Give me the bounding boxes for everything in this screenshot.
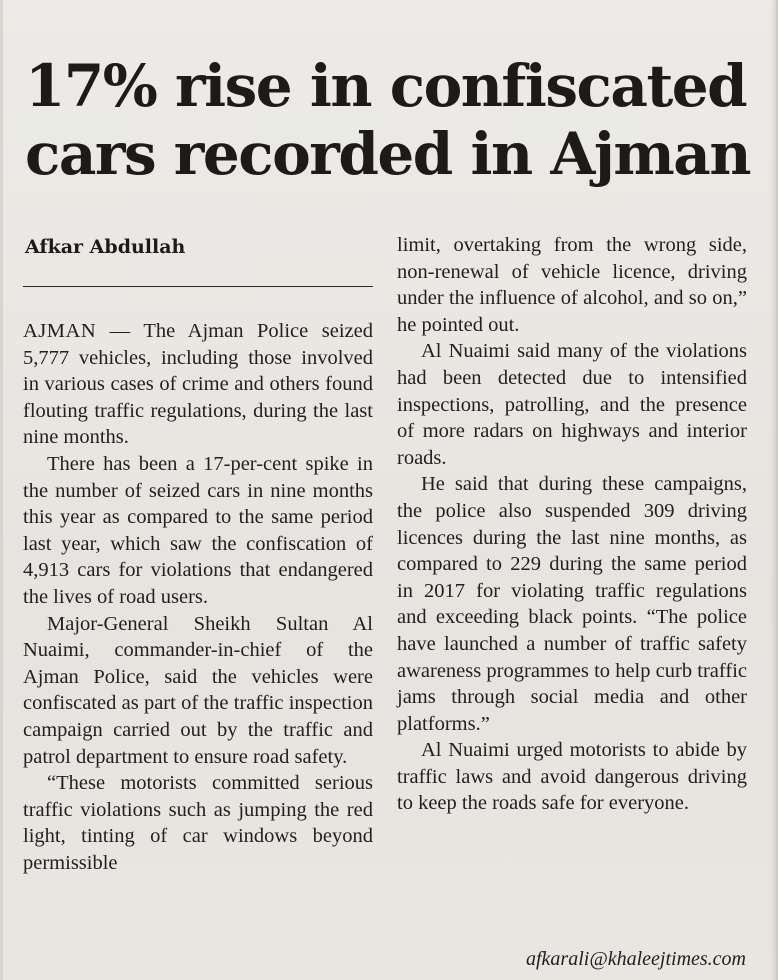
right-column xyxy=(397,232,747,817)
paragraph-1 xyxy=(23,318,373,451)
paragraph-2: There has been a 17-per-cent spike in the number of seized cars in nine months this year as compared to the same period last year, which saw the confiscation of 4,913 cars for violations that endangered the lives of road users. xyxy=(23,452,373,608)
paragraph-4: “These motorists committed serious traffic violations such as jumping the red light, tinting of car windows beyond permissible xyxy=(23,772,373,874)
paragraph-8: Al Nuaimi urged motorists to abide by traffic laws and avoid dangerous driving to keep the roads safe for everyone. xyxy=(397,739,747,815)
byline-divider xyxy=(23,286,373,287)
paragraph-6: Al Nuaimi said many of the violations had been detected due to intensified inspections, patrolling, and the presence of more radars on highways and interior roads. xyxy=(397,340,747,469)
author-email: afkarali@khaleejtimes.com xyxy=(525,948,746,970)
headline: 17% rise in confiscated cars recorded in Ajman xyxy=(25,52,751,188)
byline: Afkar Abdullah xyxy=(25,236,186,258)
paragraph-1-text: The Ajman Police seized 5,777 vehicles, including those involved in various cases of crime and others found flouting traffic regulations, during the last nine months. xyxy=(23,320,373,449)
left-column xyxy=(23,318,373,876)
paragraph-7: He said that during these campaigns, the police also suspended 309 driving licences during the last nine months, as compared to 229 during the same period in 2017 for violating traffic regulations and exceeding black points. “The police have launched a number of traffic safety awareness programmes to help curb traffic jams through social media and other platforms.” xyxy=(397,473,747,735)
paragraph-3: Major-General Sheikh Sultan Al Nuaimi, commander-in-chief of the Ajman Police, said the vehicles were confiscated as part of the traffic inspection campaign carried out by the traffic and patrol department to ensure road safety. xyxy=(23,612,373,768)
dateline-dash: — xyxy=(96,320,144,342)
paper-edge xyxy=(770,0,776,980)
paragraph-5: limit, overtaking from the wrong side, non-renewal of vehicle licence, driving under the influence of alcohol, and so on,” he pointed out. xyxy=(397,234,747,336)
dateline: AJMAN xyxy=(23,320,97,342)
